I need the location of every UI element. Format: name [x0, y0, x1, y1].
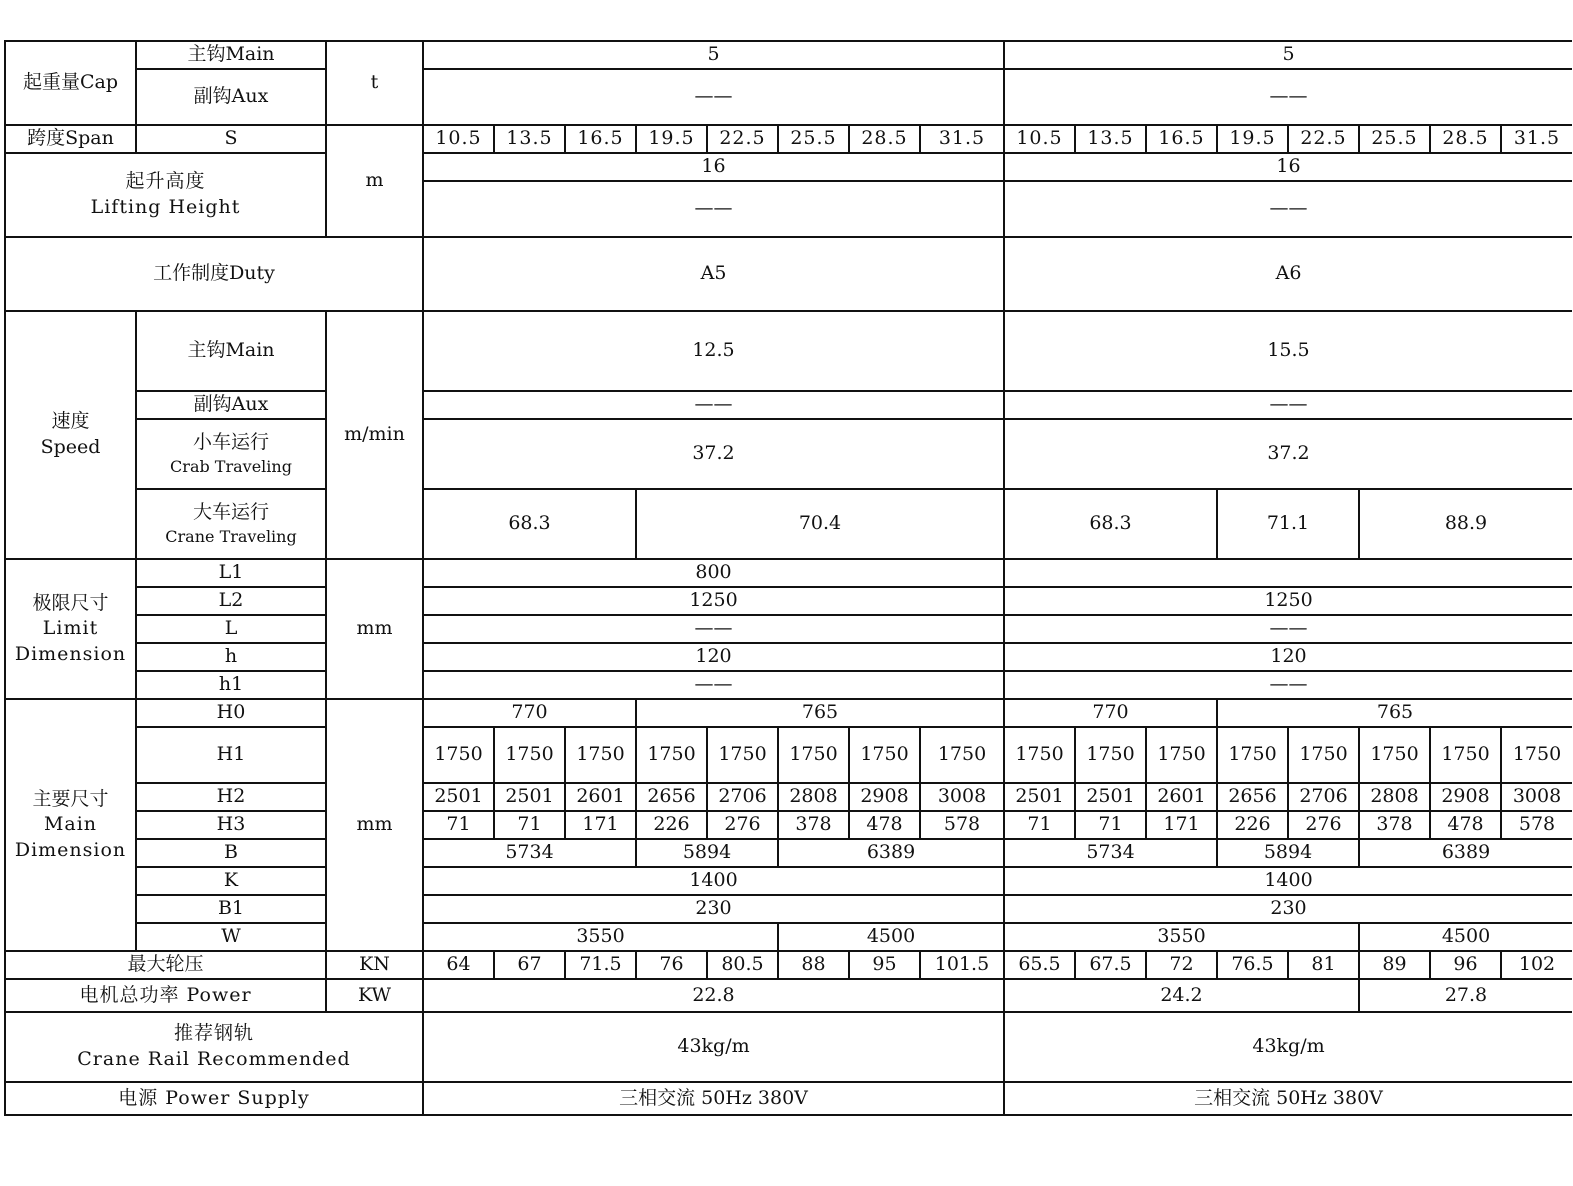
label-crab-traveling [136, 419, 326, 489]
H2-cell: 2808 [778, 783, 849, 811]
label-lifting-en: Lifting Height [90, 196, 241, 218]
supply-b: 三相交流 50Hz 380V [1004, 1082, 1572, 1115]
span-cell: 10.5 [423, 125, 494, 153]
h-b: 120 [1004, 643, 1572, 671]
L2-a: 1250 [423, 587, 1004, 615]
label-speed-en: Speed [40, 436, 101, 458]
B-b-1: 5734 [1004, 839, 1217, 867]
H1-cell: 1750 [565, 727, 636, 783]
H3-cell: 71 [494, 811, 565, 839]
unit-m-min: m/min [326, 311, 423, 559]
H0-b-1: 770 [1004, 699, 1217, 727]
H2-cell: 2908 [1430, 783, 1501, 811]
row-cap-aux [5, 69, 1572, 125]
h1-b: —— [1004, 671, 1572, 699]
row-H1 [5, 727, 1572, 783]
row-L [5, 615, 1572, 643]
H2-cell: 2706 [707, 783, 778, 811]
H1-cell: 1750 [636, 727, 707, 783]
label-power: 电机总功率 Power [5, 979, 326, 1012]
H2-cell: 3008 [920, 783, 1004, 811]
wheel-cell: 67.5 [1075, 951, 1146, 979]
label-limit-en2: Dimension [14, 642, 127, 665]
H3-cell: 71 [1004, 811, 1075, 839]
L2-b: 1250 [1004, 587, 1572, 615]
row-speed-main [5, 311, 1572, 391]
dim-label-H0: H0 [136, 699, 326, 727]
H1-cell: 1750 [423, 727, 494, 783]
label-main-en1: Main [43, 813, 98, 836]
h1-a: —— [423, 671, 1004, 699]
label-speed-aux: 副钩Aux [136, 391, 326, 419]
W-b-2: 4500 [1359, 923, 1572, 951]
speed-main-b: 15.5 [1004, 311, 1572, 391]
wheel-cell: 102 [1501, 951, 1572, 979]
W-b-1: 3550 [1004, 923, 1359, 951]
dim-label-L1: L1 [136, 559, 326, 587]
H2-cell: 2706 [1288, 783, 1359, 811]
row-B1 [5, 895, 1572, 923]
H2-cell: 2501 [423, 783, 494, 811]
H3-cell: 276 [707, 811, 778, 839]
row-B [5, 839, 1572, 867]
span-cell: 28.5 [1430, 125, 1501, 153]
span-cell: 22.5 [1288, 125, 1359, 153]
H3-cell: 171 [1146, 811, 1217, 839]
span-cell: 10.5 [1004, 125, 1075, 153]
row-H2 [5, 783, 1572, 811]
H3-cell: 171 [565, 811, 636, 839]
row-L2 [5, 587, 1572, 615]
H2-cell: 3008 [1501, 783, 1572, 811]
crane-b-2: 71.1 [1217, 489, 1359, 559]
K-b: 1400 [1004, 867, 1572, 895]
B-a-1: 5734 [423, 839, 636, 867]
duty-b: A6 [1004, 237, 1572, 311]
wheel-cell: 72 [1146, 951, 1217, 979]
span-cell: 31.5 [1501, 125, 1572, 153]
crane-b-1: 68.3 [1004, 489, 1217, 559]
label-speed [5, 311, 136, 559]
label-duty: 工作制度Duty [5, 237, 423, 311]
wheel-cell: 76.5 [1217, 951, 1288, 979]
row-power [5, 979, 1572, 1012]
row-rail [5, 1012, 1572, 1082]
B-a-2: 5894 [636, 839, 778, 867]
lift-main-b: 16 [1004, 153, 1572, 181]
label-lifting-height [5, 153, 326, 237]
label-crane-cn: 大车运行 [192, 501, 269, 524]
cap-aux-a: —— [423, 69, 1004, 125]
L-a: —— [423, 615, 1004, 643]
lift-main-a: 16 [423, 153, 1004, 181]
dim-label-B: B [136, 839, 326, 867]
wheel-cell: 67 [494, 951, 565, 979]
label-span: 跨度Span [5, 125, 136, 153]
row-lift-main [5, 153, 1572, 181]
W-a-2: 4500 [778, 923, 1004, 951]
cap-aux-b: —— [1004, 69, 1572, 125]
speed-aux-b: —— [1004, 391, 1572, 419]
H1-cell: 1750 [849, 727, 920, 783]
H2-cell: 2656 [636, 783, 707, 811]
H1-cell: 1750 [1217, 727, 1288, 783]
crab-b: 37.2 [1004, 419, 1572, 489]
span-cell: 13.5 [1075, 125, 1146, 153]
label-crab-cn: 小车运行 [192, 431, 269, 454]
row-L1 [5, 559, 1572, 587]
span-cell: 28.5 [849, 125, 920, 153]
row-K [5, 867, 1572, 895]
span-cell: 19.5 [1217, 125, 1288, 153]
speed-aux-a: —— [423, 391, 1004, 419]
span-cell: 16.5 [1146, 125, 1217, 153]
span-cell: 25.5 [778, 125, 849, 153]
wheel-cell: 95 [849, 951, 920, 979]
H1-cell: 1750 [1501, 727, 1572, 783]
H1-cell: 1750 [1075, 727, 1146, 783]
label-wheel-pressure: 最大轮压 [5, 951, 326, 979]
row-h1 [5, 671, 1572, 699]
B1-b: 230 [1004, 895, 1572, 923]
duty-a: A5 [423, 237, 1004, 311]
span-cell: 31.5 [920, 125, 1004, 153]
label-crab-en: Crab Traveling [170, 457, 292, 477]
crane-a-2: 70.4 [636, 489, 1004, 559]
H1-cell: 1750 [1430, 727, 1501, 783]
lift-aux-a: —— [423, 181, 1004, 237]
H1-cell: 1750 [920, 727, 1004, 783]
row-W [5, 923, 1572, 951]
span-cell: 25.5 [1359, 125, 1430, 153]
row-crab-traveling [5, 419, 1572, 489]
row-wheel-pressure [5, 951, 1572, 979]
dim-label-h: h [136, 643, 326, 671]
unit-t: t [326, 41, 423, 125]
row-speed-aux [5, 391, 1572, 419]
H2-cell: 2808 [1359, 783, 1430, 811]
H0-a-2: 765 [636, 699, 1004, 727]
wheel-cell: 65.5 [1004, 951, 1075, 979]
B-a-3: 6389 [778, 839, 1004, 867]
H2-cell: 2501 [1004, 783, 1075, 811]
H3-cell: 378 [1359, 811, 1430, 839]
speed-main-a: 12.5 [423, 311, 1004, 391]
label-main-en2: Dimension [14, 838, 127, 861]
crane-spec-table [4, 40, 1572, 1116]
dim-label-L2: L2 [136, 587, 326, 615]
dim-label-H3: H3 [136, 811, 326, 839]
span-cell: 22.5 [707, 125, 778, 153]
H3-cell: 478 [849, 811, 920, 839]
H1-cell: 1750 [778, 727, 849, 783]
label-main-cn: 主要尺寸 [32, 787, 109, 810]
wheel-cell: 101.5 [920, 951, 1004, 979]
label-capacity: 起重量Cap [5, 41, 136, 125]
H1-cell: 1750 [1146, 727, 1217, 783]
unit-kn: KN [326, 951, 423, 979]
dim-label-L: L [136, 615, 326, 643]
crane-b-3: 88.9 [1359, 489, 1572, 559]
H2-cell: 2656 [1217, 783, 1288, 811]
row-crane-traveling [5, 489, 1572, 559]
L1-b [1004, 559, 1572, 587]
power-b-1: 24.2 [1004, 979, 1359, 1012]
label-power-supply: 电源 Power Supply [5, 1082, 423, 1115]
supply-a: 三相交流 50Hz 380V [423, 1082, 1004, 1115]
label-limit-en1: Limit [42, 617, 99, 640]
dim-label-K: K [136, 867, 326, 895]
dim-label-H2: H2 [136, 783, 326, 811]
B-b-2: 5894 [1217, 839, 1359, 867]
row-cap-main [5, 41, 1572, 69]
H3-cell: 71 [1075, 811, 1146, 839]
wheel-cell: 80.5 [707, 951, 778, 979]
label-rail-cn: 推荐钢轨 [173, 1022, 254, 1045]
H2-cell: 2501 [1075, 783, 1146, 811]
power-b-2: 27.8 [1359, 979, 1572, 1012]
H0-b-2: 765 [1217, 699, 1572, 727]
H3-cell: 226 [1217, 811, 1288, 839]
L-b: —— [1004, 615, 1572, 643]
H3-cell: 226 [636, 811, 707, 839]
cap-main-a: 5 [423, 41, 1004, 69]
K-a: 1400 [423, 867, 1004, 895]
cap-main-b: 5 [1004, 41, 1572, 69]
rail-b: 43kg/m [1004, 1012, 1572, 1082]
label-span-symbol: S [136, 125, 326, 153]
crane-a-1: 68.3 [423, 489, 636, 559]
wheel-cell: 89 [1359, 951, 1430, 979]
dim-label-h1: h1 [136, 671, 326, 699]
H2-cell: 2908 [849, 783, 920, 811]
label-main-dimension [5, 699, 136, 951]
span-cell: 13.5 [494, 125, 565, 153]
W-a-1: 3550 [423, 923, 778, 951]
rail-a: 43kg/m [423, 1012, 1004, 1082]
dim-label-B1: B1 [136, 895, 326, 923]
H3-cell: 71 [423, 811, 494, 839]
wheel-cell: 81 [1288, 951, 1359, 979]
wheel-cell: 76 [636, 951, 707, 979]
label-lifting-cn: 起升高度 [125, 170, 206, 193]
H3-cell: 578 [920, 811, 1004, 839]
crab-a: 37.2 [423, 419, 1004, 489]
H3-cell: 578 [1501, 811, 1572, 839]
H2-cell: 2501 [494, 783, 565, 811]
wheel-cell: 71.5 [565, 951, 636, 979]
unit-mm-limit: mm [326, 559, 423, 699]
H1-cell: 1750 [1288, 727, 1359, 783]
label-crane-traveling [136, 489, 326, 559]
H1-cell: 1750 [707, 727, 778, 783]
wheel-cell: 88 [778, 951, 849, 979]
B1-a: 230 [423, 895, 1004, 923]
label-cap-aux: 副钩Aux [136, 69, 326, 125]
H2-cell: 2601 [565, 783, 636, 811]
unit-mm-main: mm [326, 699, 423, 951]
label-rail [5, 1012, 423, 1082]
label-limit-dimension [5, 559, 136, 699]
row-H0 [5, 699, 1572, 727]
label-limit-cn: 极限尺寸 [32, 591, 109, 614]
label-rail-en: Crane Rail Recommended [77, 1048, 351, 1070]
label-cap-main: 主钩Main [136, 41, 326, 69]
unit-kw: KW [326, 979, 423, 1012]
H3-cell: 378 [778, 811, 849, 839]
wheel-cell: 96 [1430, 951, 1501, 979]
H0-a-1: 770 [423, 699, 636, 727]
row-h [5, 643, 1572, 671]
row-span [5, 125, 1572, 153]
row-duty [5, 237, 1572, 311]
unit-m: m [326, 125, 423, 237]
B-b-3: 6389 [1359, 839, 1572, 867]
H3-cell: 276 [1288, 811, 1359, 839]
H1-cell: 1750 [494, 727, 565, 783]
span-cell: 16.5 [565, 125, 636, 153]
label-speed-cn: 速度 [51, 410, 90, 433]
row-power-supply [5, 1082, 1572, 1115]
label-crane-en: Crane Traveling [165, 527, 297, 547]
H1-cell: 1750 [1359, 727, 1430, 783]
label-speed-main: 主钩Main [136, 311, 326, 391]
dim-label-W: W [136, 923, 326, 951]
wheel-cell: 64 [423, 951, 494, 979]
row-H3 [5, 811, 1572, 839]
H3-cell: 478 [1430, 811, 1501, 839]
dim-label-H1: H1 [136, 727, 326, 783]
H1-cell: 1750 [1004, 727, 1075, 783]
power-a: 22.8 [423, 979, 1004, 1012]
h-a: 120 [423, 643, 1004, 671]
L1-a: 800 [423, 559, 1004, 587]
span-cell: 19.5 [636, 125, 707, 153]
lift-aux-b: —— [1004, 181, 1572, 237]
H2-cell: 2601 [1146, 783, 1217, 811]
